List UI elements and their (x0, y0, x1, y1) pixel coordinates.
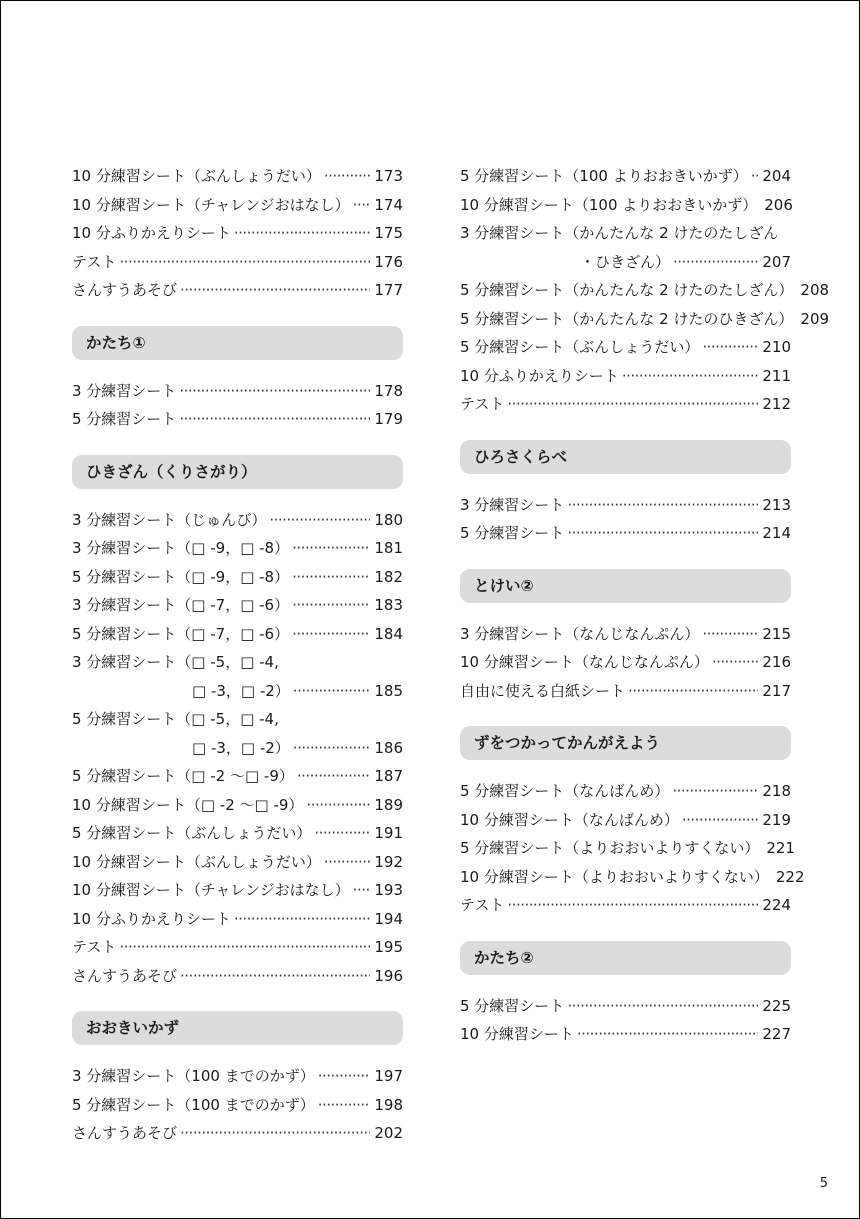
toc-entry-page: 193 (374, 881, 403, 899)
toc-entry-title: テスト (72, 938, 117, 956)
dot-leader (180, 962, 370, 991)
toc-entry-title: 5 分練習シート（ぶんしょうだい） (460, 338, 700, 356)
toc-entry-title: 5 分練習シート (460, 524, 565, 542)
toc-entry-title: 10 分練習シート（ぶんしょうだい） (72, 852, 321, 871)
dot-leader (306, 791, 370, 820)
toc-entry-title: 3 分練習シート (460, 495, 565, 514)
dot-leader (292, 591, 370, 620)
toc-entry[interactable] (72, 1062, 403, 1091)
dot-leader (293, 734, 371, 763)
toc-entry-title: 5 分練習シート (72, 410, 177, 428)
toc-entry[interactable] (460, 620, 791, 649)
toc-entry-page: 176 (374, 252, 403, 271)
toc-entry-page: 185 (374, 681, 403, 700)
section-heading: とけい② (460, 569, 791, 603)
toc-entry-page: 196 (374, 966, 403, 985)
toc-entry-page: 215 (762, 624, 791, 643)
toc-entry-title: 5 分練習シート（かんたんな 2 けたのひきざん） (460, 309, 794, 328)
toc-entry-title: 5 分練習シート（100 までのかず） (72, 1095, 315, 1114)
toc-entry-page: 213 (762, 495, 791, 514)
dot-leader (119, 248, 370, 277)
toc-entry-title: 3 分練習シート（かんたんな 2 けたのたしざん (460, 224, 779, 242)
toc-entry-title: 10 分練習シート (460, 1025, 574, 1043)
toc-entry[interactable] (72, 933, 403, 962)
toc-entry[interactable] (460, 891, 791, 920)
toc-entry-title: 5 分練習シート（□ -5，□ -4, (72, 710, 279, 728)
toc-entry-continuation[interactable] (72, 677, 403, 706)
toc-entry-page: 209 (800, 309, 830, 328)
toc-entry[interactable] (72, 819, 403, 848)
toc-entry-title: さんすうあそび (72, 966, 178, 985)
toc-entry-title: 5 分練習シート（100 よりおおきいかず） (460, 167, 748, 185)
toc-entry-page: 225 (762, 996, 791, 1015)
toc-entry-title: テスト (72, 252, 117, 271)
toc-entry-page: 179 (374, 410, 403, 428)
toc-entry[interactable] (72, 962, 403, 991)
toc-entry-title: さんすうあそび (72, 1124, 178, 1142)
dot-leader (353, 191, 371, 220)
toc-entry-page: 191 (374, 824, 403, 842)
toc-entry-title: 5 分練習シート（ぶんしょうだい） (72, 824, 312, 842)
dot-leader (318, 1062, 371, 1091)
toc-entry[interactable] (72, 162, 403, 191)
toc-entry-page: 181 (374, 539, 403, 557)
toc-entry-page: 222 (775, 867, 805, 886)
toc-entry-page: 174 (374, 195, 403, 214)
section-heading: ひろさくらべ (460, 440, 791, 474)
toc-entry-title: 3 分練習シート（じゅんび） (72, 510, 267, 529)
toc-entry-title: □ -3，□ -2） (192, 681, 290, 700)
toc-entry-page: 218 (762, 782, 791, 800)
toc-entry[interactable] (72, 791, 403, 820)
toc-entry[interactable] (72, 191, 403, 220)
toc-entry[interactable] (72, 1091, 403, 1120)
dot-leader (179, 377, 370, 406)
toc-entry-title: 5 分練習シート (460, 996, 565, 1015)
toc-column-left (72, 162, 403, 1148)
dot-leader (180, 1119, 370, 1148)
toc-entry-page: 183 (374, 596, 403, 614)
toc-entry-page: 202 (374, 1124, 403, 1142)
dot-leader (234, 905, 371, 934)
toc-entry-title: ・ひきざん） (580, 252, 671, 271)
section-heading: ずをつかってかんがえよう (460, 726, 791, 760)
toc-entry-title: 5 分練習シート（かんたんな 2 けたのたしざん） (460, 281, 794, 299)
dot-leader (269, 506, 370, 535)
toc-entry[interactable] (460, 992, 791, 1021)
toc-entry-title: 10 分ふりかえりシート (460, 366, 619, 385)
dot-leader (119, 933, 370, 962)
toc-entry-title: 10 分練習シート（なんばんめ） (460, 810, 679, 829)
dot-leader (314, 819, 370, 848)
dot-leader (353, 876, 371, 905)
dot-leader (292, 620, 370, 649)
dot-leader (567, 491, 758, 520)
toc-entry-title: 3 分練習シート（□ -9，□ -8） (72, 539, 290, 557)
page-number: 5 (819, 1176, 828, 1191)
toc-entry-title: 5 分練習シート（□ -9，□ -8） (72, 567, 290, 586)
toc-entry-title: 10 分練習シート（100 よりおおきいかず） (460, 195, 758, 214)
toc-entry[interactable] (460, 276, 830, 305)
toc-entry-page: 189 (374, 795, 403, 814)
toc-entry[interactable] (460, 191, 791, 220)
toc-entry-title: 自由に使える白紙シート (460, 681, 626, 700)
toc-entry-page: 173 (374, 167, 403, 185)
toc-entry-page: 206 (764, 195, 793, 214)
dot-leader (751, 162, 759, 191)
toc-entry-page: 210 (762, 338, 791, 356)
dot-leader (672, 777, 758, 806)
toc-entry-title: 10 分練習シート（□ -2 〜□ -9） (72, 795, 304, 814)
toc-entry[interactable] (460, 806, 791, 835)
dot-leader (292, 534, 370, 563)
dot-leader (180, 276, 370, 305)
section-heading: ひきざん（くりさがり） (72, 455, 403, 489)
toc-entry[interactable] (72, 1119, 403, 1148)
toc-entry-page: 194 (374, 909, 403, 928)
toc-entry-title: 10 分練習シート（チャレンジおはなし） (72, 195, 350, 214)
toc-entry-title: さんすうあそび (72, 281, 178, 299)
dot-leader (324, 848, 371, 877)
dot-leader (702, 333, 758, 362)
toc-entry-title: 10 分練習シート（なんじなんぷん） (460, 653, 709, 671)
section-heading: おおきいかず (72, 1011, 403, 1045)
toc-entry-title: 3 分練習シート（100 までのかず） (72, 1067, 315, 1085)
toc-entry[interactable] (460, 677, 791, 706)
toc-entry-page: 198 (374, 1095, 403, 1114)
toc-entry-page: 221 (766, 839, 795, 857)
toc-entry[interactable] (460, 648, 791, 677)
toc-entry-title: テスト (460, 896, 505, 914)
toc-entry-page: 184 (374, 624, 403, 643)
toc-entry-page: 204 (762, 167, 791, 185)
toc-entry-continuation[interactable] (460, 248, 791, 277)
toc-entry-page: 197 (374, 1067, 403, 1085)
section-heading: かたち② (460, 941, 791, 975)
toc-entry-page: 178 (374, 381, 403, 400)
toc-entry[interactable] (72, 705, 403, 734)
toc-entry[interactable] (72, 848, 403, 877)
toc-entry[interactable] (460, 834, 795, 863)
dot-leader (712, 648, 759, 677)
toc-entry[interactable] (72, 248, 403, 277)
toc-entry-title: 10 分ふりかえりシート (72, 224, 231, 242)
toc-entry-page: 186 (374, 738, 403, 757)
dot-leader (622, 362, 759, 391)
dot-leader (293, 677, 371, 706)
toc-entry-page: 227 (762, 1025, 791, 1043)
toc-entry-title: 5 分練習シート（よりおおいよりすくない） (460, 839, 760, 857)
toc-entry-title: 3 分練習シート（□ -5，□ -4, (72, 653, 279, 671)
toc-entry-page: 216 (762, 653, 791, 671)
dot-leader (292, 563, 370, 592)
toc-entry-title: テスト (460, 395, 505, 413)
toc-entry-title: 5 分練習シート（なんばんめ） (460, 782, 670, 800)
toc-entry-title: 10 分練習シート（チャレンジおはなし） (72, 881, 350, 899)
toc-entry[interactable] (72, 648, 403, 677)
toc-entry-title: 5 分練習シート（□ -2 〜□ -9） (72, 767, 294, 785)
dot-leader (702, 620, 758, 649)
toc-entry[interactable] (72, 563, 403, 592)
toc-entry[interactable] (72, 219, 403, 248)
dot-leader (297, 762, 370, 791)
toc-entry-page: 207 (762, 252, 791, 271)
dot-leader (324, 162, 371, 191)
toc-entry-page: 177 (374, 281, 403, 299)
toc-entry-page: 195 (374, 938, 403, 956)
toc-entry[interactable] (72, 905, 403, 934)
toc-entry-page: 224 (762, 896, 791, 914)
toc-entry-title: 3 分練習シート (72, 381, 177, 400)
toc-entry-page: 217 (762, 681, 791, 700)
dot-leader (673, 248, 758, 277)
toc-entry[interactable] (460, 491, 791, 520)
toc-entry-page: 214 (762, 524, 791, 542)
toc-entry-page: 211 (762, 366, 791, 385)
toc-entry[interactable] (460, 519, 791, 548)
dot-leader (507, 891, 758, 920)
dot-leader (577, 1020, 759, 1049)
toc-entry[interactable] (460, 390, 791, 419)
toc-entry-page: 182 (374, 567, 403, 586)
toc-entry-page: 187 (374, 767, 403, 785)
toc-entry-title: 3 分練習シート（なんじなんぷん） (460, 624, 700, 643)
toc-entry-page: 212 (762, 395, 791, 413)
dot-leader (179, 405, 370, 434)
toc-entry[interactable] (72, 405, 403, 434)
toc-entry[interactable] (72, 591, 403, 620)
toc-entry[interactable] (460, 777, 791, 806)
dot-leader (628, 677, 758, 706)
dot-leader (507, 390, 758, 419)
toc-entry-page: 219 (762, 810, 791, 829)
toc-column-right (460, 162, 830, 1049)
dot-leader (682, 806, 759, 835)
toc-entry-continuation[interactable] (72, 734, 403, 763)
toc-entry-page: 180 (374, 510, 403, 529)
toc-entry[interactable] (460, 162, 791, 191)
toc-entry[interactable] (72, 620, 403, 649)
dot-leader (567, 992, 758, 1021)
toc-entry-title: 10 分練習シート（よりおおいよりすくない） (460, 867, 769, 886)
dot-leader (567, 519, 758, 548)
toc-entry[interactable] (72, 506, 403, 535)
toc-entry[interactable] (460, 1020, 791, 1049)
toc-entry-title: 3 分練習シート（□ -7，□ -6） (72, 596, 290, 614)
section-heading: かたち① (72, 326, 403, 360)
dot-leader (318, 1091, 371, 1120)
toc-entry-title: 10 分ふりかえりシート (72, 909, 231, 928)
dot-leader (234, 219, 371, 248)
toc-entry[interactable] (460, 863, 805, 892)
toc-entry[interactable] (72, 762, 403, 791)
toc-entry[interactable] (460, 305, 830, 334)
toc-entry[interactable] (72, 377, 403, 406)
toc-entry[interactable] (460, 362, 791, 391)
toc-entry-page: 208 (800, 281, 830, 299)
toc-entry[interactable] (72, 276, 403, 305)
toc-entry-title: 10 分練習シート（ぶんしょうだい） (72, 167, 321, 185)
toc-entry-page: 175 (374, 224, 403, 242)
toc-entry[interactable] (72, 534, 403, 563)
toc-entry[interactable] (72, 876, 403, 905)
toc-entry-page: 192 (374, 852, 403, 871)
toc-entry-title: 5 分練習シート（□ -7，□ -6） (72, 624, 290, 643)
toc-entry[interactable] (460, 333, 791, 362)
toc-entry-title: □ -3，□ -2） (192, 738, 290, 757)
toc-entry[interactable] (460, 219, 791, 248)
